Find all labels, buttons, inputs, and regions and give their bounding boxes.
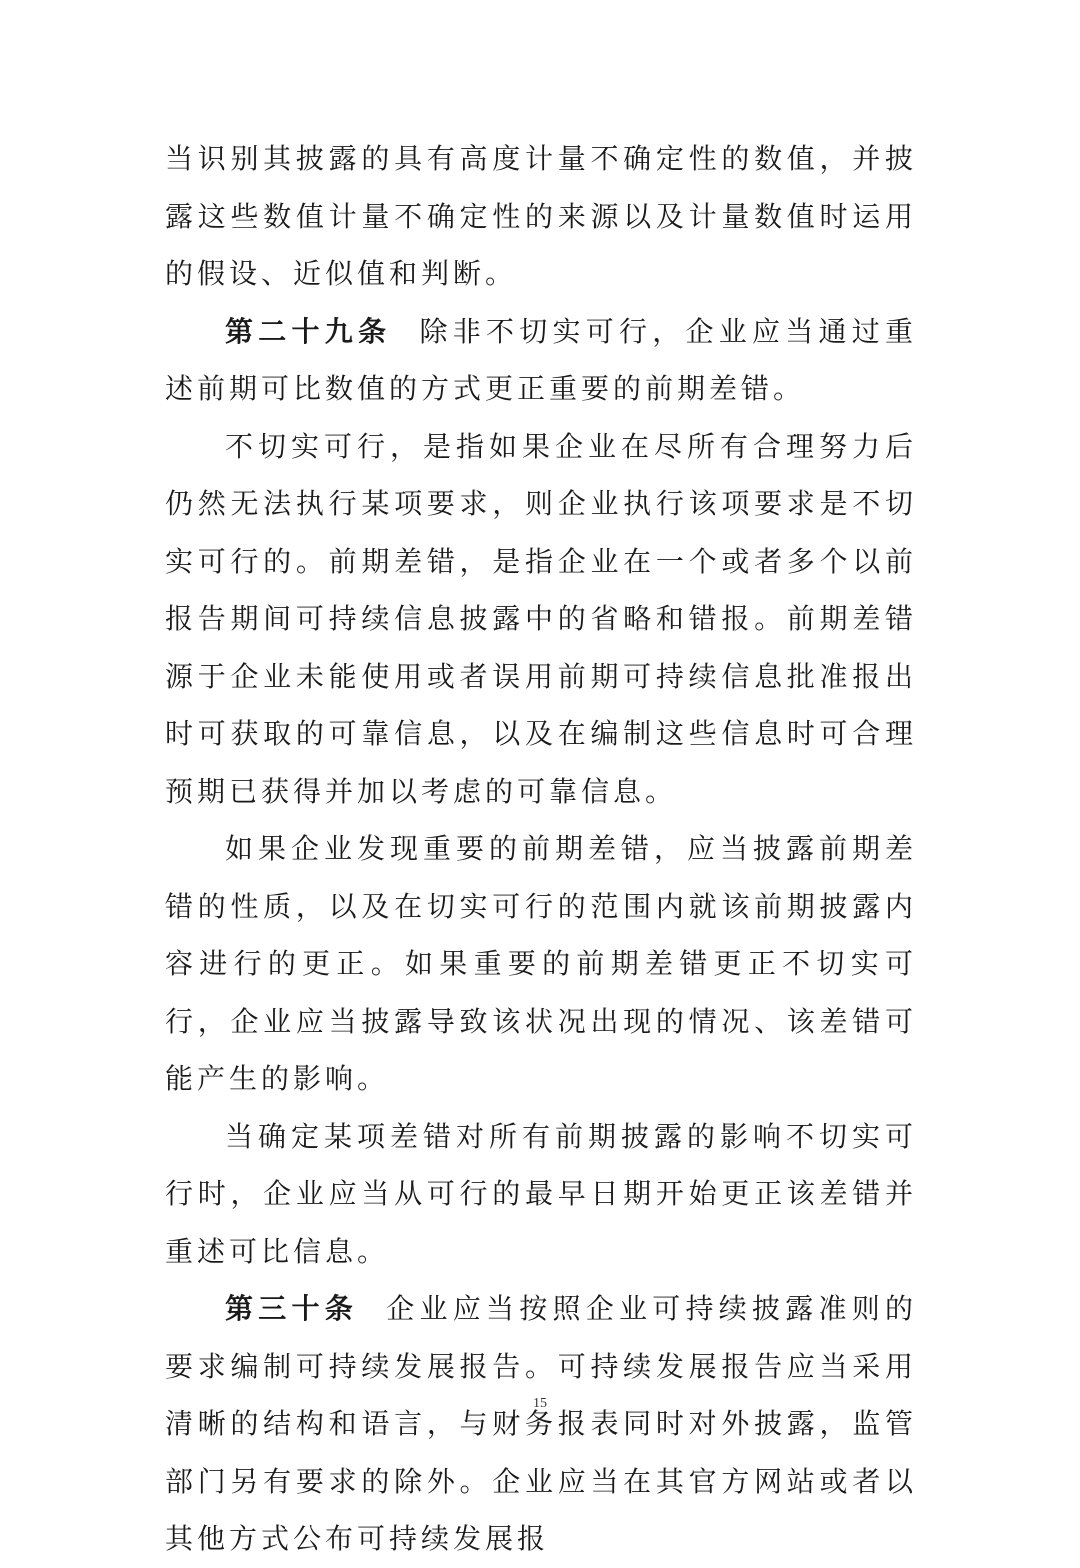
paragraph-error-correction (165, 1108, 917, 1281)
paragraph-text: 当识别其披露的具有高度计量不确定性的数值，并披露这些数值计量不确定性的来源以及计量数值时运用的假设、近似值和判断。 (165, 142, 917, 290)
paragraph-article-29 (165, 303, 917, 418)
page-number: 15 (533, 1396, 547, 1411)
paragraph-text: 除非不切实可行，企业应当通过重述前期可比数值的方式更正重要的前期差错。 (165, 314, 917, 405)
paragraph-impracticable-definition (165, 418, 917, 821)
paragraph-text: 企业应当按照企业可持续披露准则的要求编制可持续发展报告。可持续发展报告应当采用清晰的结构和语言，与财务报表同时对外披露，监管部门另有要求的除外。企业应当在其官方网站或者以其他方式公布可持续发展报 (165, 1292, 917, 1555)
paragraph-error-disclosure (165, 820, 917, 1108)
paragraph-continuation (165, 130, 917, 303)
article-number: 第二十九条 (225, 314, 392, 348)
paragraph-text: 如果企业发现重要的前期差错，应当披露前期差错的性质，以及在切实可行的范围内就该前期披露内容进行的更正。如果重要的前期差错更正不切实可行，企业应当披露导致该状况出现的情况、该差错可能产生的影响。 (165, 832, 917, 1095)
paragraph-text: 不切实可行，是指如果企业在尽所有合理努力后仍然无法执行某项要求，则企业执行该项要求是不切实可行的。前期差错，是指企业在一个或者多个以前报告期间可持续信息披露中的省略和错报。前期差错源于企业未能使用或者误用前期可持续信息批准报出时可获取的可靠信息，以及在编制这些信息时可合理预期已获得并加以考虑的可靠信息。 (165, 429, 917, 808)
body-text (165, 130, 917, 1568)
paragraph-text: 当确定某项差错对所有前期披露的影响不切实可行时，企业应当从可行的最早日期开始更正该差错并重述可比信息。 (165, 1119, 917, 1268)
paragraph-article-30 (165, 1280, 917, 1568)
article-number: 第三十条 (225, 1292, 358, 1325)
